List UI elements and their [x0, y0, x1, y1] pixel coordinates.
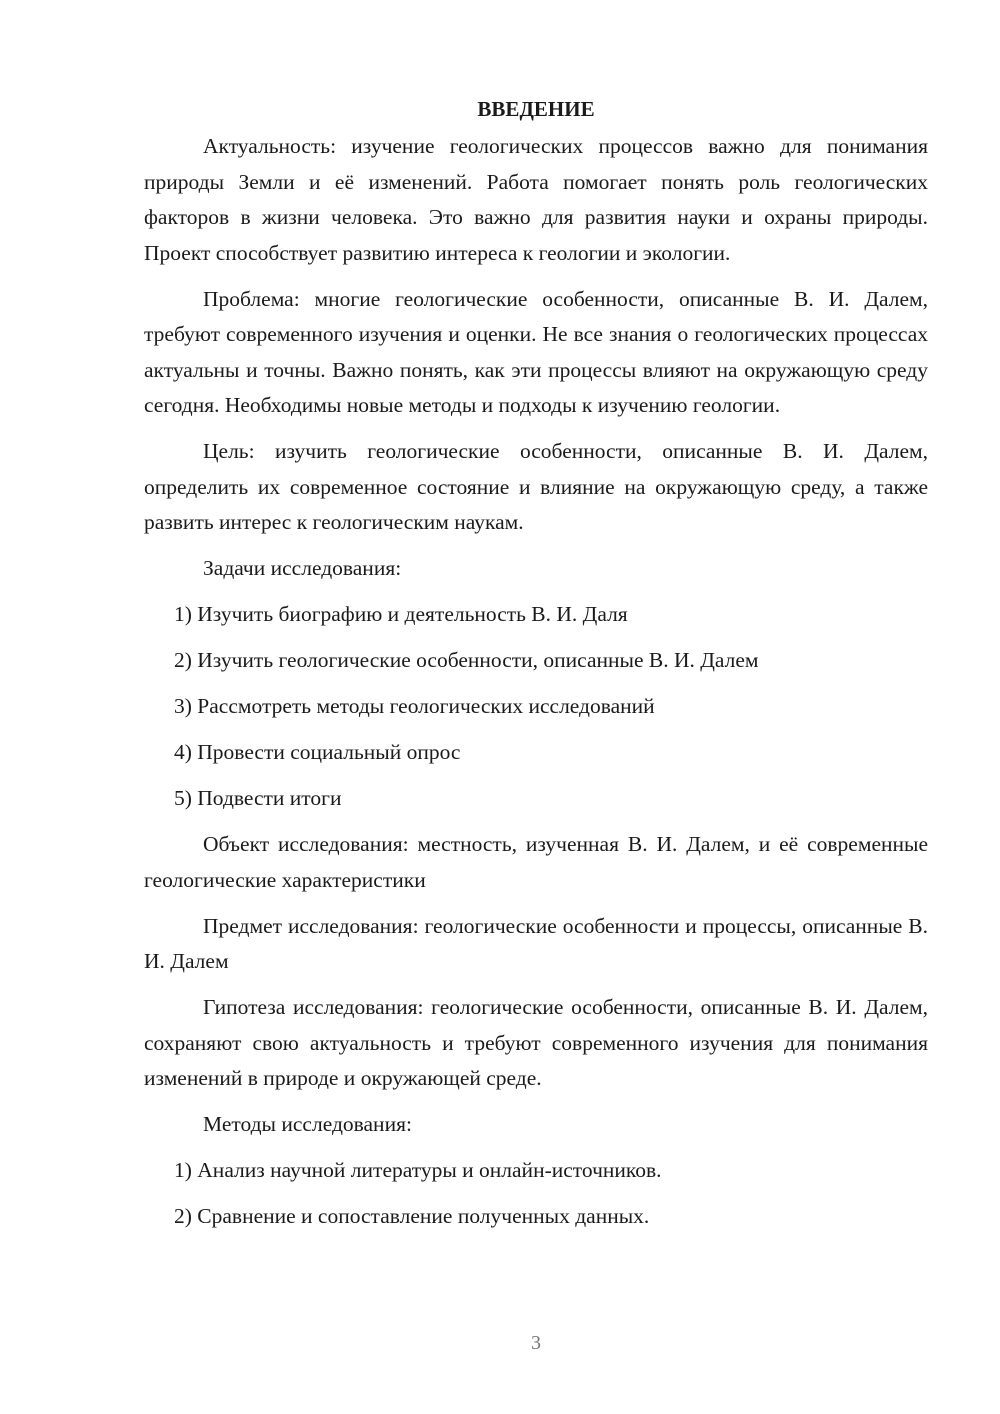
method-item: 2) Сравнение и сопоставление полученных данных. — [174, 1204, 650, 1228]
document-page — [144, 92, 928, 1245]
page-number: 3 — [531, 1332, 541, 1354]
task-item: 5) Подвести итоги — [174, 786, 342, 810]
relevance-paragraph: Актуальность: изучение геологических процессов важно для понимания природы Земли и её изменений. Работа помогает понять роль геологических факторов в жизни человека. Это важно для развития науки и охраны природы. Проект способствует развитию интереса к геологии и экологии. — [144, 134, 928, 265]
subject-paragraph: Предмет исследования: геологические особенности и процессы, описанные В. И. Далем — [144, 913, 928, 973]
task-item: 1) Изучить биографию и деятельность В. И. Даля — [174, 602, 628, 626]
goal-paragraph: Цель: изучить геологические особенности, описанные В. И. Далем, определить их современное состояние и влияние на окружающую среду, а также развить интерес к геологическим наукам. — [144, 439, 928, 534]
task-item: 2) Изучить геологические особенности, описанные В. И. Далем — [174, 648, 759, 672]
tasks-title: Задачи исследования: — [203, 556, 402, 580]
page-title: ВВЕДЕНИЕ — [477, 97, 595, 121]
method-item: 1) Анализ научной литературы и онлайн-источников. — [174, 1158, 662, 1182]
hypothesis-paragraph: Гипотеза исследования: геологические особенности, описанные В. И. Далем, сохраняют свою актуальность и требуют современного изучения для понимания изменений в природе и окружающей среде. — [144, 995, 928, 1090]
task-item: 3) Рассмотреть методы геологических исследований — [174, 694, 655, 718]
task-item: 4) Провести социальный опрос — [174, 740, 461, 764]
methods-title: Методы исследования: — [203, 1112, 412, 1136]
object-paragraph: Объект исследования: местность, изученная В. И. Далем, и её современные геологические характеристики — [144, 832, 928, 892]
problem-paragraph: Проблема: многие геологические особенности, описанные В. И. Далем, требуют современного изучения и оценки. Не все знания о геологических процессах актуальны и точны. Важно понять, как эти процессы влияют на окружающую среду сегодня. Необходимы новые методы и подходы к изучению геологии. — [144, 286, 928, 417]
